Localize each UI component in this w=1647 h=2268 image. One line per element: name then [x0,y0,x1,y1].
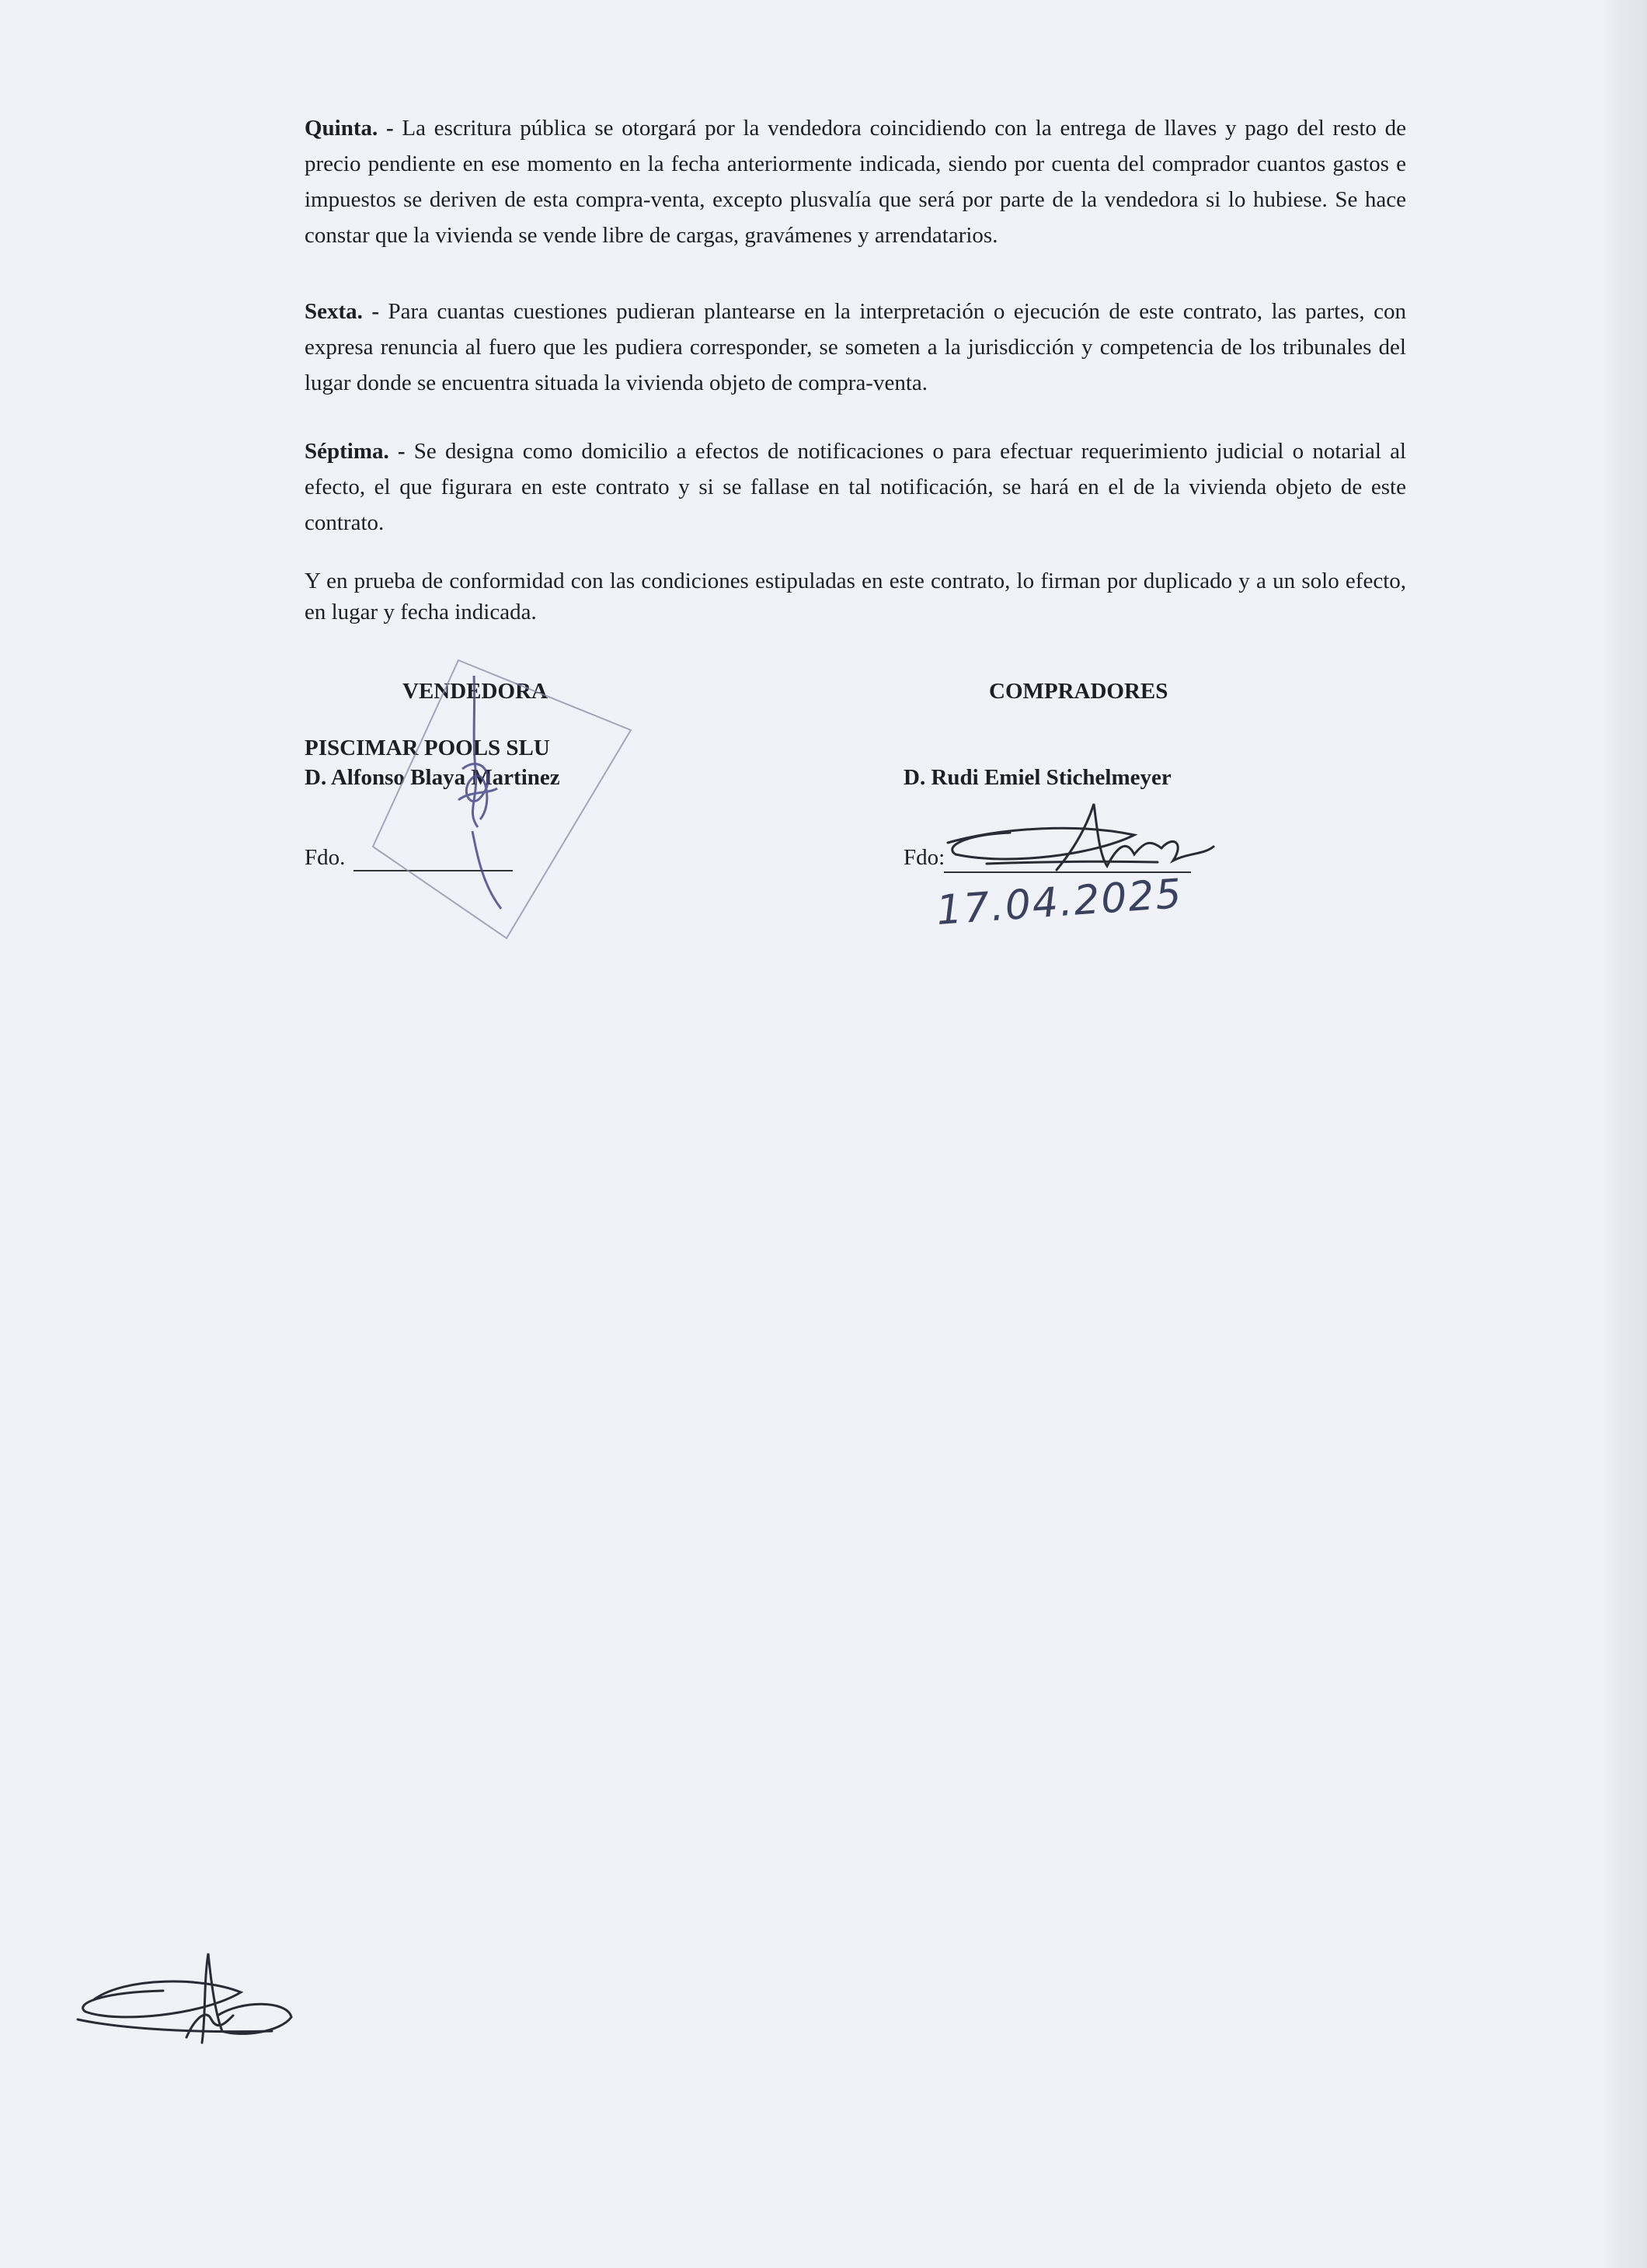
clause-quinta [305,110,1406,253]
initials-signature [70,1946,295,2062]
handwritten-date: 17.04.2025 [935,870,1185,935]
buyers-heading: COMPRADORES [989,679,1168,704]
clause-label: Quinta. - [305,116,394,141]
closing-paragraph: Y en prueba de conformidad con las condiciones estipuladas en este contrato, lo firman por duplicado y a un solo efecto, en lugar y fecha indicada. [305,569,1406,624]
seller-signature-label: Fdo. [305,845,346,870]
seller-representative: D. Alfonso Blaya Martinez [305,765,560,790]
clause-label: Sexta. - [305,299,380,324]
clause-sexta [305,294,1406,401]
buyers-name: D. Rudi Emiel Stichelmeyer [904,765,1172,790]
buyers-signature-label: Fdo: [904,845,945,870]
clause-septima [305,433,1406,541]
clause-label: Séptima. - [305,439,406,464]
seller-heading: VENDEDORA [402,679,548,704]
clause-text: Se designa como domicilio a efectos de notificaciones o para efectuar requerimiento judicial o notarial al efecto, el que figurara en este contrato y si se fallase en tal notificación, se hará en el de la vivienda objeto de este contrato. [305,439,1406,535]
clause-text: La escritura pública se otorgará por la vendedora coincidiendo con la entrega de llaves y pago del resto de precio pendiente en ese momento en la fecha anteriormente indicada, siendo por cuenta del comprador cuantos gastos e impuestos se deriven de esta compra-venta, excepto plusvalía que será por parte de la vendedora si lo hubiese. Se hace constar que la vivienda se vende libre de cargas, gravámenes y arrendatarios. [305,116,1406,248]
page-edge-shadow [1602,0,1647,2268]
clause-text: Para cuantas cuestiones pudieran plantearse en la interpretación o ejecución de este contrato, las partes, con expresa renuncia al fuero que les pudiera corresponder, se someten a la jurisdicción y competencia de los tribunales del lugar donde se encuentra situada la vivienda objeto de compra-venta. [305,299,1406,395]
seller-company: PISCIMAR POOLS SLU [305,736,550,760]
company-stamp-signature [342,652,653,948]
